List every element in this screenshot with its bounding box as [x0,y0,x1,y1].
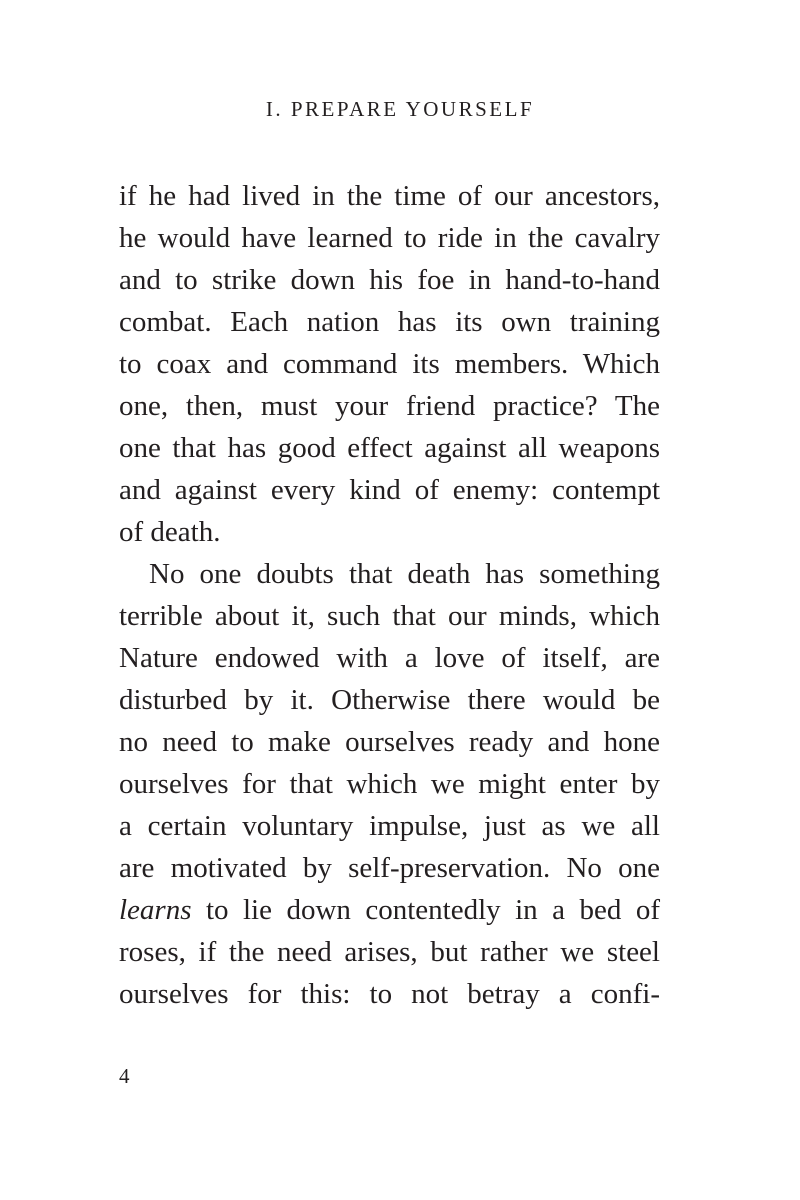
text-line: of death. [119,516,221,548]
text-line: to coax and command its members. Which [119,348,660,380]
running-head: I. PREPARE YOURSELF [265,97,535,121]
emphasized-word: learns [119,894,192,926]
text-line: a certain voluntary impulse, just as we all [119,810,660,842]
text-line: combat. Each nation has its own training [119,306,660,338]
text-line: and to strike down his foe in hand-to-hand [119,264,660,296]
text-line-remainder: to lie down contentedly in a bed of [191,894,660,926]
body-text [119,175,660,1015]
text-line: ourselves for that which we might enter by [119,768,660,800]
text-line: one, then, must your friend practice? The [119,390,660,422]
text-line: are motivated by self-preservation. No one [119,852,660,884]
page-number: 4 [119,1064,130,1088]
text-line: ourselves for this: to not betray a confi- [119,978,660,1010]
text-line: roses, if the need arises, but rather we steel [119,936,660,968]
text-line: terrible about it, such that our minds, which [119,600,660,632]
text-line: and against every kind of enemy: contempt [119,474,660,506]
text-line: one that has good effect against all weapons [119,432,660,464]
text-line: Nature endowed with a love of itself, are [119,642,660,674]
paragraph-1 [119,175,660,553]
text-line: he would have learned to ride in the cavalry [119,222,660,254]
text-line: disturbed by it. Otherwise there would be [119,684,660,716]
paragraph-2 [119,553,660,1015]
text-line: No one doubts that death has something [149,558,660,590]
text-line: no need to make ourselves ready and hone [119,726,660,758]
text-line: if he had lived in the time of our ancestors, [119,180,660,212]
text-line-with-emphasis [119,889,660,931]
